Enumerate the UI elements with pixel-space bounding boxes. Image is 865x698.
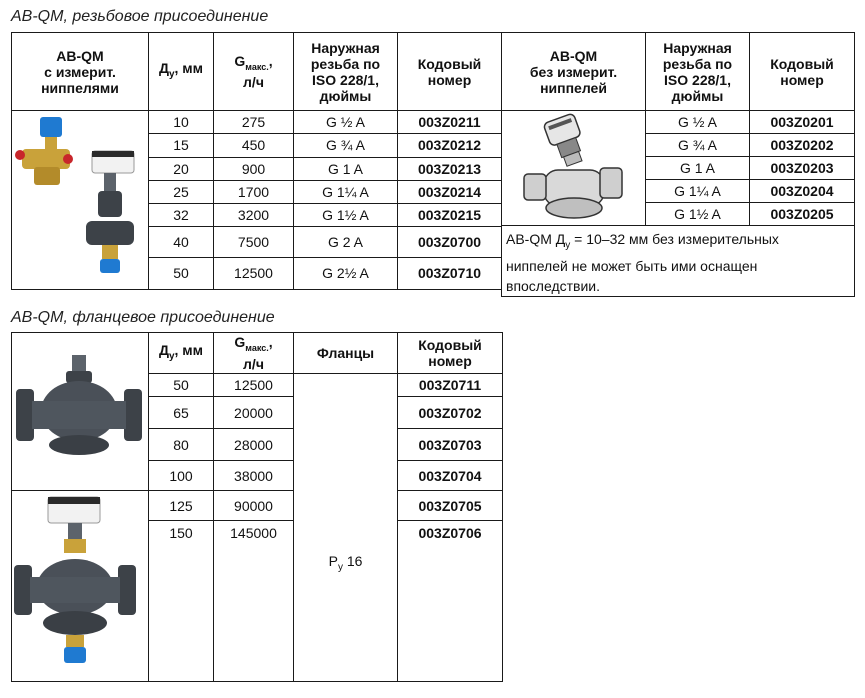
gmax-cell: 450 bbox=[214, 134, 294, 157]
threaded-valve-illustration bbox=[12, 111, 147, 289]
flanged-table-main bbox=[11, 332, 503, 682]
code-cell: 003Z0703 bbox=[398, 429, 503, 461]
product-header-line: с измерит. bbox=[44, 63, 116, 80]
gmax-cell: 20000 bbox=[214, 397, 294, 429]
thread-cell: G 1 A bbox=[294, 157, 398, 180]
red-nipple-icon bbox=[15, 150, 25, 160]
code-header-line: Кодовый bbox=[770, 55, 834, 72]
table-row bbox=[12, 111, 502, 134]
code-cell: 003Z0204 bbox=[750, 180, 855, 203]
gmax-cell: 38000 bbox=[214, 461, 294, 491]
thread-header-line: резьба по bbox=[310, 55, 381, 72]
gmax-header-suffix: , bbox=[268, 334, 273, 351]
dn-cell: 100 bbox=[149, 461, 214, 491]
code-cell: 003Z0704 bbox=[398, 461, 503, 491]
code-cell: 003Z0214 bbox=[398, 180, 502, 203]
pressure-main: P bbox=[328, 552, 338, 569]
code-cell: 003Z0702 bbox=[398, 397, 503, 429]
dn-header-sub: у bbox=[168, 68, 175, 80]
gmax-header bbox=[214, 333, 294, 374]
dn-header-sub: у bbox=[168, 350, 175, 362]
gmax-header-sub: макс. bbox=[245, 342, 269, 353]
dn-cell: 25 bbox=[149, 180, 214, 203]
flanges-header: Фланцы bbox=[294, 333, 398, 374]
gmax-header-main: G bbox=[234, 334, 246, 351]
thread-header bbox=[646, 33, 750, 111]
right-flange-icon bbox=[118, 565, 136, 615]
table-row bbox=[502, 111, 855, 134]
note-sub: у bbox=[565, 239, 571, 251]
threaded-caption: AB-QM, резьбовое присоединение bbox=[11, 8, 269, 25]
gmax-cell: 90000 bbox=[214, 491, 294, 521]
thread-header bbox=[294, 33, 398, 111]
pressure-sub: у bbox=[337, 561, 343, 573]
dn-header bbox=[149, 33, 214, 111]
dn-header bbox=[149, 333, 214, 374]
thread-header-line: ISO 228/1, bbox=[312, 71, 379, 88]
code-cell: 003Z0201 bbox=[750, 111, 855, 134]
threaded-table-without-nipples bbox=[501, 32, 855, 297]
dn-header-unit: , мм bbox=[174, 341, 204, 358]
code-cell: 003Z0205 bbox=[750, 203, 855, 226]
code-header-line: Кодовый bbox=[418, 337, 482, 353]
dn-cell: 50 bbox=[149, 374, 214, 397]
product-header bbox=[12, 33, 149, 111]
brass-body-icon bbox=[22, 149, 70, 169]
dn-cell: 80 bbox=[149, 429, 214, 461]
thread-cell: G 2½ A bbox=[294, 257, 398, 289]
gmax-header-suffix: , bbox=[268, 52, 273, 69]
blue-cap-icon bbox=[64, 647, 86, 663]
code-cell: 003Z0203 bbox=[750, 157, 855, 180]
dn-cell: 40 bbox=[149, 227, 214, 257]
left-flange-icon bbox=[14, 565, 32, 615]
code-cell: 003Z0711 bbox=[398, 374, 503, 397]
code-cell: 003Z0710 bbox=[398, 257, 502, 289]
thread-cell: G 1¼ A bbox=[646, 180, 750, 203]
pressure-value: 16 bbox=[342, 552, 363, 569]
code-cell: 003Z0202 bbox=[750, 134, 855, 157]
thread-cell: G 1½ A bbox=[646, 203, 750, 226]
dn-cell: 32 bbox=[149, 204, 214, 227]
code-header-line: номер bbox=[427, 71, 472, 88]
threaded-table-with-nipples bbox=[11, 32, 502, 290]
right-flange-icon bbox=[124, 389, 142, 441]
code-cell: 003Z0211 bbox=[398, 111, 502, 134]
gmax-header-main: G bbox=[234, 52, 246, 69]
gmax-cell: 145000 bbox=[214, 521, 294, 682]
thread-header-line: дюймы bbox=[671, 87, 724, 104]
gmax-header-sub: макс. bbox=[245, 61, 269, 72]
flanged-caption: AB-QM, фланцевое присоединение bbox=[11, 309, 275, 326]
product-header-line: без измерит. bbox=[529, 63, 618, 80]
product-header-line: AB-QM bbox=[549, 47, 598, 64]
flanged-actuated-valve-illustration bbox=[12, 491, 147, 681]
thread-header-line: дюймы bbox=[319, 87, 372, 104]
note-text: = 10–32 мм без измерительных bbox=[570, 231, 779, 247]
flanged-valve-image bbox=[12, 333, 149, 491]
code-cell: 003Z0215 bbox=[398, 204, 502, 227]
thread-header-line: ISO 228/1, bbox=[664, 71, 731, 88]
note-text: AB-QM Д bbox=[506, 231, 566, 247]
gmax-header-unit: л/ч bbox=[243, 74, 264, 91]
dn-cell: 150 bbox=[149, 521, 214, 682]
dn-cell: 65 bbox=[149, 397, 214, 429]
code-header-line: Кодовый bbox=[417, 55, 482, 72]
note-text: впоследствии. bbox=[506, 277, 601, 294]
gmax-cell: 28000 bbox=[214, 429, 294, 461]
threaded-valve-image bbox=[12, 111, 149, 290]
code-cell: 003Z0705 bbox=[398, 491, 503, 521]
thread-cell: G 1½ A bbox=[294, 204, 398, 227]
no-nipples-note bbox=[502, 226, 855, 297]
valve-body-icon bbox=[98, 191, 122, 217]
product-header-line: AB-QM bbox=[56, 47, 104, 64]
gmax-header bbox=[214, 33, 294, 111]
code-cell: 003Z0700 bbox=[398, 227, 502, 257]
dn-header-unit: , мм bbox=[174, 60, 204, 77]
thread-header-line: Наружная bbox=[311, 39, 380, 56]
dn-header-main: Д bbox=[158, 60, 169, 77]
gmax-cell: 3200 bbox=[214, 204, 294, 227]
product-header-line: ниппелями bbox=[41, 79, 119, 96]
flanged-valve-illustration bbox=[12, 337, 147, 487]
thread-cell: G ¾ A bbox=[294, 134, 398, 157]
thread-cell: G ½ A bbox=[294, 111, 398, 134]
pressure-cell bbox=[294, 374, 398, 682]
thread-cell: G ¾ A bbox=[646, 134, 750, 157]
gmax-cell: 12500 bbox=[214, 257, 294, 289]
code-header bbox=[750, 33, 855, 111]
valve-without-nipples-illustration bbox=[502, 112, 644, 224]
left-flange-icon bbox=[16, 389, 34, 441]
stem-icon bbox=[72, 355, 86, 373]
thread-cell: G 1¼ A bbox=[294, 180, 398, 203]
code-header-line: номер bbox=[428, 353, 472, 369]
code-cell: 003Z0213 bbox=[398, 157, 502, 180]
code-cell: 003Z0706 bbox=[398, 521, 503, 682]
code-header bbox=[398, 333, 503, 374]
thread-cell: G 1 A bbox=[646, 157, 750, 180]
gmax-cell: 12500 bbox=[214, 374, 294, 397]
dn-cell: 125 bbox=[149, 491, 214, 521]
gmax-header-unit: л/ч bbox=[243, 355, 264, 372]
gmax-cell: 1700 bbox=[214, 180, 294, 203]
note-text: ниппелей не может быть ими оснащен bbox=[506, 257, 758, 274]
code-header bbox=[398, 33, 502, 111]
thread-header-line: резьба по bbox=[662, 55, 733, 72]
product-header bbox=[502, 33, 646, 111]
dn-cell: 10 bbox=[149, 111, 214, 134]
code-header-line: номер bbox=[780, 71, 824, 88]
code-cell: 003Z0212 bbox=[398, 134, 502, 157]
flanged-actuated-valve-image bbox=[12, 491, 149, 682]
gmax-cell: 7500 bbox=[214, 227, 294, 257]
product-header-line: ниппелей bbox=[540, 79, 607, 96]
thread-header-line: Наружная bbox=[663, 39, 732, 56]
dn-cell: 20 bbox=[149, 157, 214, 180]
blue-cap-icon bbox=[40, 117, 62, 137]
brass-stem-icon bbox=[64, 539, 86, 553]
gmax-cell: 275 bbox=[214, 111, 294, 134]
dn-cell: 50 bbox=[149, 257, 214, 289]
dn-header-main: Д bbox=[158, 341, 169, 358]
table-row bbox=[12, 491, 503, 521]
dn-cell: 15 bbox=[149, 134, 214, 157]
thread-cell: G 2 A bbox=[294, 227, 398, 257]
valve-without-nipples-image bbox=[502, 111, 646, 226]
gmax-cell: 900 bbox=[214, 157, 294, 180]
thread-cell: G ½ A bbox=[646, 111, 750, 134]
